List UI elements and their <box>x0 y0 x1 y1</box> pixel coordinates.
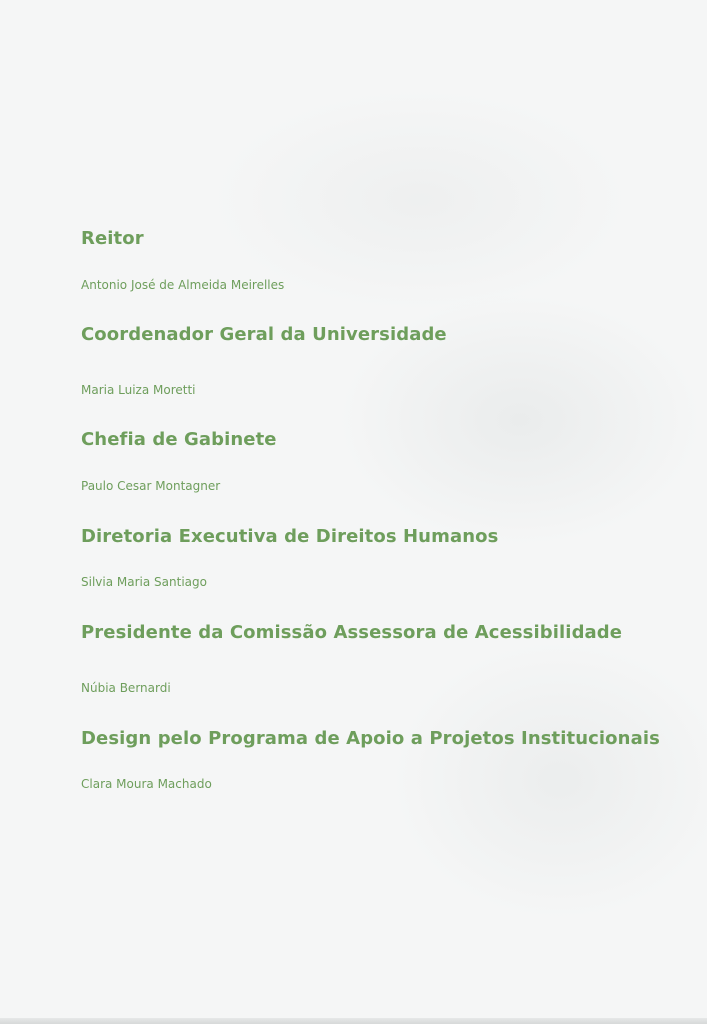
person-name-diretoria-direitos-humanos: Silvia Maria Santiago <box>81 575 207 589</box>
person-name-reitor: Antonio José de Almeida Meirelles <box>81 278 285 292</box>
person-name-comissao-acessibilidade: Núbia Bernardi <box>81 681 171 695</box>
role-heading-design-projetos-institucionais: Design pelo Programa de Apoio a Projetos Institucionais <box>81 728 660 749</box>
role-heading-chefia-gabinete: Chefia de Gabinete <box>81 429 277 450</box>
role-heading-comissao-acessibilidade: Presidente da Comissão Assessora de Acessibilidade <box>81 622 623 643</box>
role-heading-reitor: Reitor <box>81 228 144 249</box>
role-heading-coordenador-geral: Coordenador Geral da Universidade <box>81 324 447 345</box>
person-name-chefia-gabinete: Paulo Cesar Montagner <box>81 479 221 493</box>
page-bottom-edge <box>0 1018 707 1024</box>
role-heading-diretoria-direitos-humanos: Diretoria Executiva de Direitos Humanos <box>81 526 499 547</box>
person-name-coordenador-geral: Maria Luiza Moretti <box>81 383 196 397</box>
person-name-design-projetos-institucionais: Clara Moura Machado <box>81 777 212 791</box>
